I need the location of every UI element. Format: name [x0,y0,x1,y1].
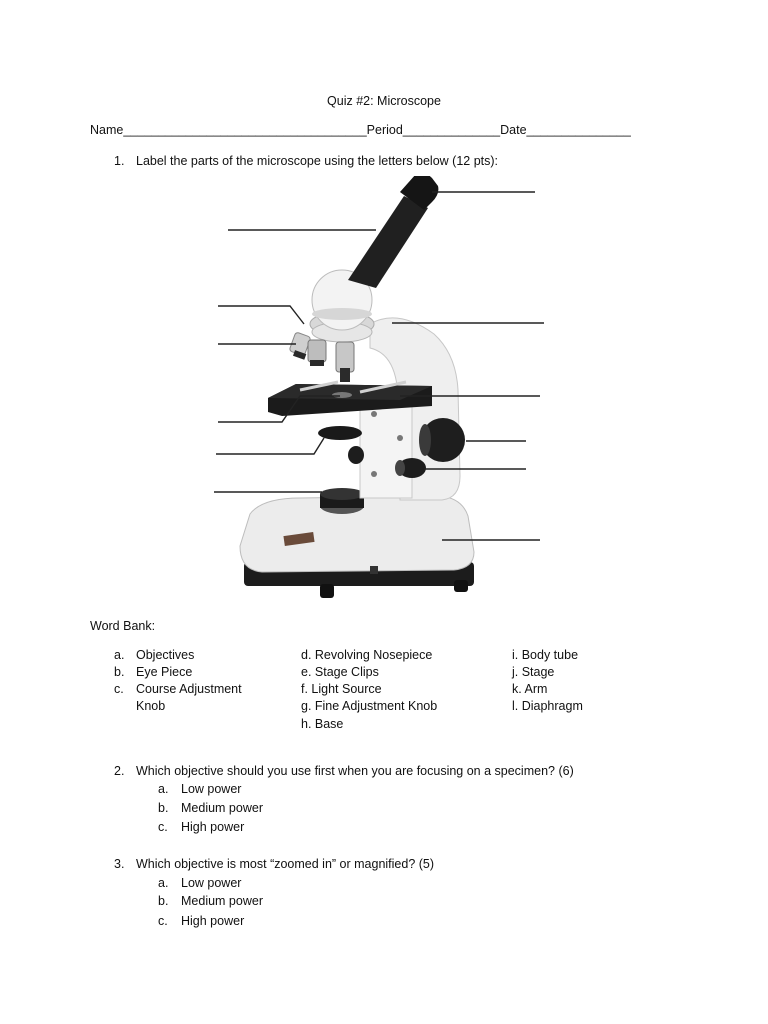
word-bank-item: f. Light Source [301,682,382,696]
question-1-number: 1. [114,154,125,168]
answer-option-marker: b. [158,894,169,908]
answer-option: High power [181,914,245,928]
microscope-diagram [210,176,550,606]
body-tube [348,196,428,288]
answer-option: Low power [181,876,242,890]
answer-option-marker: b. [158,801,169,815]
word-bank-item: j. Stage [512,665,555,679]
answer-option-marker: c. [158,914,168,928]
diaphragm [318,426,362,440]
word-bank-marker: b. [114,665,125,679]
answer-option-marker: a. [158,782,169,796]
word-bank-item: l. Diaphragm [512,699,583,713]
question-1-text: Label the parts of the microscope using the letters below (12 pts): [136,154,498,168]
word-bank-item: k. Arm [512,682,548,696]
word-bank-item: h. Base [301,717,344,731]
light-source [320,488,364,514]
name-period-date-line: Name___________________________________Period______________Date_______________ [90,123,631,137]
word-bank-item: Eye Piece [136,665,193,679]
answer-option: Low power [181,782,242,796]
answer-option: Medium power [181,801,263,815]
word-bank-item: i. Body tube [512,648,579,662]
answer-option: Medium power [181,894,263,908]
word-bank-heading: Word Bank: [90,619,156,633]
answer-option: High power [181,820,245,834]
word-bank-item: Knob [136,699,166,713]
question-3-text: Which objective is most “zoomed in” or magnified? (5) [136,857,435,871]
word-bank-item: Objectives [136,648,195,662]
question-2-number: 2. [114,764,125,778]
question-3-number: 3. [114,857,125,871]
answer-option-marker: a. [158,876,169,890]
word-bank-item: g. Fine Adjustment Knob [301,699,438,713]
word-bank-item: Course Adjustment [136,682,242,696]
word-bank-item: e. Stage Clips [301,665,379,679]
quiz-title: Quiz #2: Microscope [327,94,441,108]
question-2-text: Which objective should you use first when you are focusing on a specimen? (6) [136,764,574,778]
word-bank-marker: c. [114,682,124,696]
word-bank-item: d. Revolving Nosepiece [301,648,433,662]
answer-option-marker: c. [158,820,168,834]
word-bank-marker: a. [114,648,125,662]
